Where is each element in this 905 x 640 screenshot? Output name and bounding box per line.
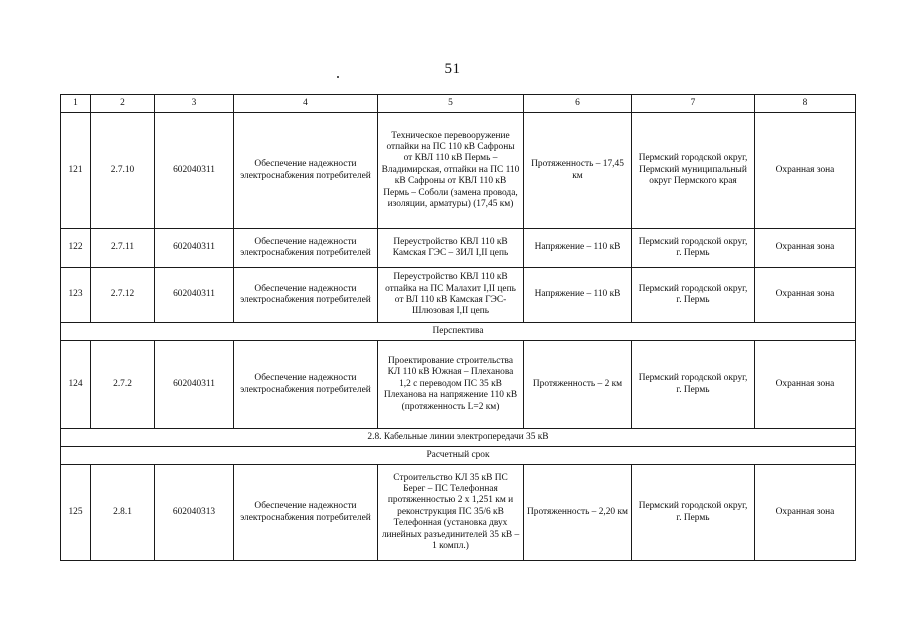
- section-row: [61, 429, 856, 447]
- row-parameter: Протяженность – 17,45 км: [524, 113, 632, 229]
- row-id: 602040313: [155, 465, 234, 561]
- section-title-perspective: Перспектива: [61, 323, 856, 341]
- row-purpose: Обеспечение надежности электроснабжения потребителей: [234, 268, 378, 323]
- column-header: 1: [61, 95, 91, 113]
- section-title-term: Расчетный срок: [61, 447, 856, 465]
- scan-speck: [337, 76, 339, 78]
- row-number: 124: [61, 341, 91, 429]
- row-location: Пермский городской округ, г. Пермь: [632, 268, 755, 323]
- row-location: Пермский городской округ, г. Пермь: [632, 341, 755, 429]
- row-parameter: Протяженность – 2,20 км: [524, 465, 632, 561]
- row-zone: Охранная зона: [755, 113, 856, 229]
- column-header: 4: [234, 95, 378, 113]
- row-purpose: Обеспечение надежности электроснабжения потребителей: [234, 229, 378, 268]
- row-name: Переустройство КВЛ 110 кВ Камская ГЭС – ЗИЛ I,II цепь: [378, 229, 524, 268]
- row-number: 123: [61, 268, 91, 323]
- row-code: 2.7.12: [91, 268, 155, 323]
- row-number: 121: [61, 113, 91, 229]
- row-parameter: Напряжение – 110 кВ: [524, 268, 632, 323]
- row-number: 125: [61, 465, 91, 561]
- table-row: [61, 229, 856, 268]
- row-number: 122: [61, 229, 91, 268]
- section-title-cable-lines: 2.8. Кабельные линии электропередачи 35 кВ: [61, 429, 856, 447]
- row-zone: Охранная зона: [755, 465, 856, 561]
- table-row: [61, 113, 856, 229]
- row-zone: Охранная зона: [755, 341, 856, 429]
- row-code: 2.7.2: [91, 341, 155, 429]
- row-code: 2.8.1: [91, 465, 155, 561]
- row-purpose: Обеспечение надежности электроснабжения потребителей: [234, 113, 378, 229]
- row-code: 2.7.10: [91, 113, 155, 229]
- row-name: Переустройство КВЛ 110 кВ отпайка на ПС Малахит I,II цепь от ВЛ 110 кВ Камская ГЭС-Шлюзовая I,II цепь: [378, 268, 524, 323]
- row-id: 602040311: [155, 341, 234, 429]
- row-location: Пермский городской округ, г. Пермь: [632, 465, 755, 561]
- row-name: Проектирование строительства КЛ 110 кВ Южная – Плеханова 1,2 с переводом ПС 35 кВ Плеханова на напряжение 110 кВ (протяженность L=2 км): [378, 341, 524, 429]
- row-id: 602040311: [155, 113, 234, 229]
- document-table: [60, 94, 856, 561]
- row-purpose: Обеспечение надежности электроснабжения потребителей: [234, 465, 378, 561]
- row-purpose: Обеспечение надежности электроснабжения потребителей: [234, 341, 378, 429]
- page-number: 51: [444, 61, 461, 77]
- row-id: 602040311: [155, 229, 234, 268]
- column-header: 6: [524, 95, 632, 113]
- row-id: 602040311: [155, 268, 234, 323]
- row-code: 2.7.11: [91, 229, 155, 268]
- table-row: [61, 268, 856, 323]
- row-parameter: Напряжение – 110 кВ: [524, 229, 632, 268]
- column-header: 8: [755, 95, 856, 113]
- table-row: [61, 341, 856, 429]
- row-zone: Охранная зона: [755, 268, 856, 323]
- column-header: 5: [378, 95, 524, 113]
- row-location: Пермский городской округ, г. Пермь: [632, 229, 755, 268]
- column-header: 7: [632, 95, 755, 113]
- row-name: Строительство КЛ 35 кВ ПС Берег – ПС Телефонная протяженностью 2 х 1,251 км и реконструкция ПС 35/6 кВ Телефонная (установка двух линейных разъединителей 35 кВ – 1 компл.): [378, 465, 524, 561]
- column-header: 3: [155, 95, 234, 113]
- row-name: Техническое перевооружение отпайки на ПС 110 кВ Сафроны от КВЛ 110 кВ Пермь – Владимирская, отпайки на ПС 110 кВ Сафроны от КВЛ 110 кВ Пермь – Соболи (замена провода, изоляции, арматуры) (17,45 км): [378, 113, 524, 229]
- header-row: [61, 95, 856, 113]
- row-zone: Охранная зона: [755, 229, 856, 268]
- column-header: 2: [91, 95, 155, 113]
- row-location: Пермский городской округ, Пермский муниципальный округ Пермского края: [632, 113, 755, 229]
- row-parameter: Протяженность – 2 км: [524, 341, 632, 429]
- section-row: [61, 447, 856, 465]
- section-row: [61, 323, 856, 341]
- table-row: [61, 465, 856, 561]
